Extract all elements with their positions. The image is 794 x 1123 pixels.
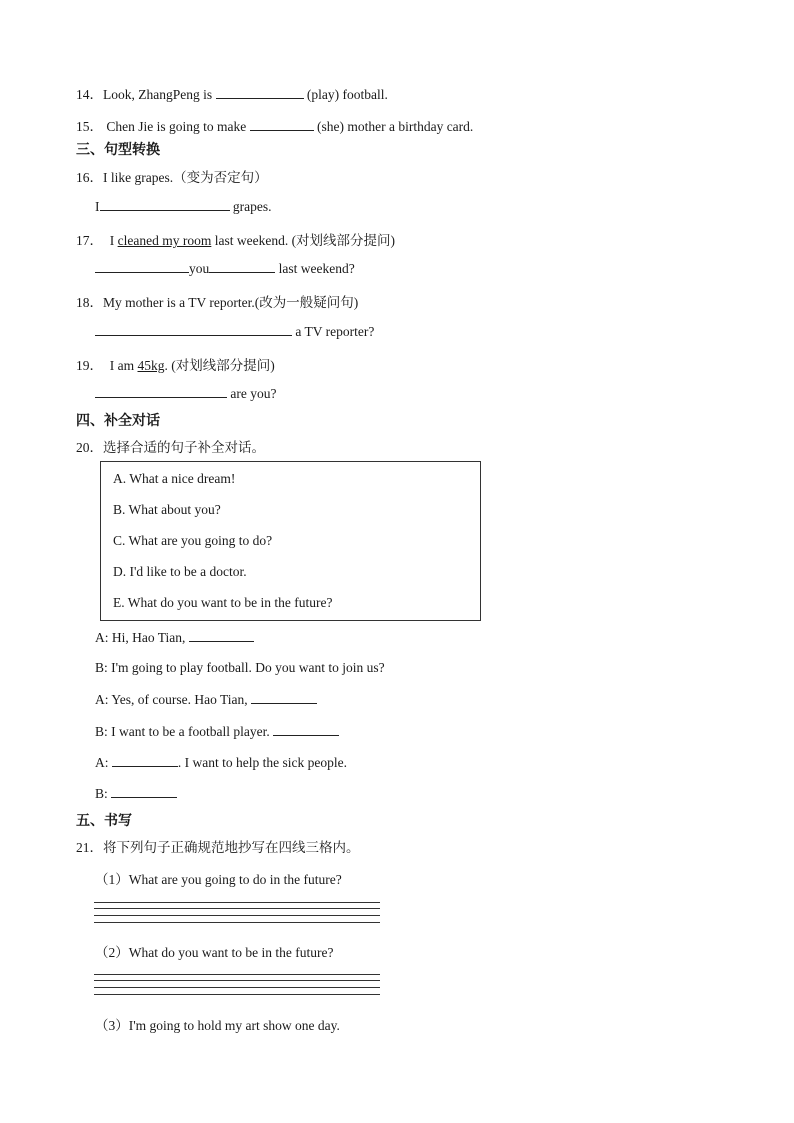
question-text: I am (109, 358, 138, 373)
question-number: 20． (76, 440, 103, 455)
answer-blank[interactable] (251, 691, 317, 704)
question-14 (76, 83, 388, 103)
answer-suffix: a TV reporter? (292, 324, 375, 339)
question-16 (76, 166, 268, 186)
question-text: Look, ZhangPeng is (103, 87, 216, 102)
answer-blank[interactable] (209, 260, 275, 273)
answer-suffix: last weekend? (275, 261, 355, 276)
question-text: (she) mother a birthday card. (313, 119, 474, 134)
answer-blank[interactable] (111, 785, 177, 798)
question-text: My mother is a TV reporter.(改为一般疑问句) (103, 295, 359, 310)
copy-sentence-1: （1）What are you going to do in the future? (95, 872, 342, 887)
question-text: (play) football. (303, 87, 388, 102)
option-c: C. What are you going to do? (113, 533, 273, 548)
question-number: 16． (76, 170, 103, 185)
question-number: 15． (76, 119, 103, 134)
answer-line-16 (95, 198, 271, 215)
section-heading-5: 五、书写 (76, 813, 132, 829)
question-text: last weekend. (对划线部分提问) (211, 233, 396, 248)
question-text: I like grapes.（变为否定句） (103, 170, 268, 185)
question-18 (76, 291, 358, 311)
dialog-text: . I want to help the sick people. (177, 755, 347, 770)
dialog-text: A: (95, 755, 112, 770)
dialog-text: B: (95, 786, 112, 801)
question-20 (76, 436, 265, 456)
question-number: 21． (76, 840, 103, 855)
answer-blank[interactable] (112, 754, 178, 767)
dialog-line-1 (95, 629, 254, 646)
question-15 (76, 115, 473, 135)
question-number: 19． (76, 358, 103, 373)
option-b: B. What about you? (113, 502, 221, 517)
answer-blank[interactable] (250, 118, 314, 131)
question-19 (76, 354, 275, 374)
answer-blank[interactable] (189, 629, 254, 642)
dialog-line-2: B: I'm going to play football. Do you want to join us? (95, 660, 385, 675)
answer-word: you (189, 261, 210, 276)
underlined-phrase: 45kg (137, 358, 165, 373)
answer-prefix: I (95, 199, 100, 214)
dialog-line-3 (95, 691, 317, 708)
question-text: 选择合适的句子补全对话。 (103, 440, 265, 455)
answer-line-19 (95, 385, 276, 402)
question-number: 14． (76, 87, 103, 102)
answer-blank[interactable] (95, 385, 227, 398)
answer-blank[interactable] (95, 260, 189, 273)
answer-line-17 (95, 260, 355, 277)
copy-sentence-3: （3）I'm going to hold my art show one day. (95, 1018, 340, 1033)
question-number: 18． (76, 295, 103, 310)
question-number: 17． (76, 233, 103, 248)
dialog-text: B: I want to be a football player. (95, 724, 274, 739)
option-e: E. What do you want to be in the future? (113, 595, 333, 610)
underlined-phrase: cleaned my room (117, 233, 212, 248)
dialog-text: A: Yes, of course. Hao Tian, (95, 692, 252, 707)
question-17 (76, 229, 395, 249)
option-d: D. I'd like to be a doctor. (113, 564, 247, 579)
question-text: 将下列句子正确规范地抄写在四线三格内。 (103, 840, 360, 855)
answer-blank[interactable] (216, 86, 304, 99)
dialog-line-5 (95, 754, 347, 771)
question-text: I (109, 233, 118, 248)
option-a: A. What a nice dream! (113, 471, 236, 486)
answer-line-18 (95, 323, 374, 340)
question-text: Chen Jie is going to make (106, 119, 250, 134)
section-heading-4: 四、补全对话 (76, 413, 160, 429)
answer-blank[interactable] (100, 198, 230, 211)
answer-suffix: are you? (227, 386, 277, 401)
question-21 (76, 836, 360, 856)
writing-lines-2[interactable] (94, 974, 380, 996)
dialog-line-4 (95, 723, 339, 740)
answer-blank[interactable] (273, 723, 339, 736)
answer-suffix: grapes. (229, 199, 272, 214)
question-text: . (对划线部分提问) (164, 358, 275, 373)
answer-blank[interactable] (95, 323, 292, 336)
dialog-line-6 (95, 785, 177, 802)
writing-lines-1[interactable] (94, 902, 380, 924)
section-heading-3: 三、句型转换 (76, 142, 160, 158)
copy-sentence-2: （2）What do you want to be in the future? (95, 945, 334, 960)
dialog-text: A: Hi, Hao Tian, (95, 630, 189, 645)
